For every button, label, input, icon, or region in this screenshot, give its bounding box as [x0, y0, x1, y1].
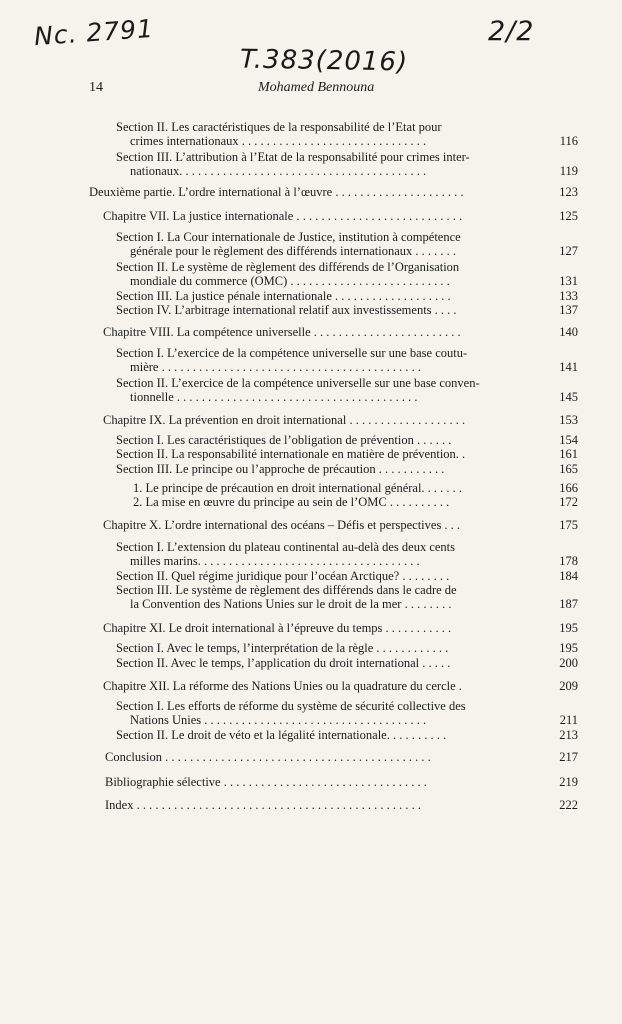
toc-page-number: 211 — [559, 713, 578, 727]
toc-page-number: 140 — [559, 325, 578, 339]
toc-entry: mière . . . . . . . . . . . . . . . . . . . . . . . . . . . . . . . . . . . . . . . . . . — [130, 360, 421, 374]
toc-page-number: 165 — [559, 462, 578, 476]
toc-entry: Section III. Le principe ou l’approche de précaution . . . . . . . . . . . — [116, 462, 445, 476]
toc-entry: Nations Unies . . . . . . . . . . . . . . . . . . . . . . . . . . . . . . . . . . . . — [130, 713, 427, 727]
handwritten-part-number: 2/2 — [488, 16, 535, 47]
toc-page-number: 145 — [559, 390, 578, 404]
handwritten-reference: Nc. 2791 — [33, 13, 155, 52]
toc-page-number: 195 — [559, 621, 578, 635]
toc-page-number: 178 — [559, 554, 578, 568]
toc-page-number: 119 — [559, 164, 578, 178]
toc-entry: tionnelle . . . . . . . . . . . . . . . . . . . . . . . . . . . . . . . . . . . . . . . — [130, 390, 418, 404]
toc-entry: Section II. Le système de règlement des différends de l’Organisation — [116, 260, 460, 274]
toc-page-number: 172 — [559, 495, 578, 509]
toc-entry: Section III. L’attribution à l’Etat de la responsabilité pour crimes inter- — [116, 150, 470, 164]
toc-entry: générale pour le règlement des différends internationaux . . . . . . . — [130, 244, 457, 258]
handwritten-shelf-mark: T.383(2016) — [239, 44, 409, 78]
toc-page-number: 209 — [559, 679, 578, 693]
toc-entry: Chapitre XI. Le droit international à l’épreuve du temps . . . . . . . . . . . — [103, 621, 452, 635]
toc-entry: Section I. Les caractéristiques de l’obligation de prévention . . . . . . — [116, 433, 452, 447]
toc-entry: 2. La mise en œuvre du principe au sein de l’OMC . . . . . . . . . . — [133, 495, 450, 509]
toc-entry: Section II. La responsabilité internationale en matière de prévention. . — [116, 447, 466, 461]
toc-entry: crimes internationaux . . . . . . . . . . . . . . . . . . . . . . . . . . . . . . — [130, 134, 427, 148]
toc-entry: la Convention des Nations Unies sur le droit de la mer . . . . . . . . — [130, 597, 452, 611]
toc-page-number: 123 — [559, 185, 578, 199]
toc-entry: Conclusion . . . . . . . . . . . . . . . . . . . . . . . . . . . . . . . . . . . . . . . . . . . — [105, 750, 431, 764]
toc-page-number: 187 — [559, 597, 578, 611]
toc-entry: Section II. Les caractéristiques de la responsabilité de l’Etat pour — [116, 120, 442, 134]
toc-entry: Section I. L’extension du plateau continental au-delà des deux cents — [116, 540, 456, 554]
toc-page-number: 222 — [559, 798, 578, 812]
toc-entry: Section II. Le droit de véto et la légalité internationale. . . . . . . . . . — [116, 728, 447, 742]
toc-page-number: 166 — [559, 481, 578, 495]
toc-entry: Section I. Avec le temps, l’interprétation de la règle . . . . . . . . . . . . — [116, 641, 449, 655]
toc-entry: Chapitre X. L’ordre international des océans – Défis et perspectives . . . — [103, 518, 461, 532]
toc-page-number: 154 — [559, 433, 578, 447]
toc-entry: Section III. Le système de règlement des différends dans le cadre de — [116, 583, 457, 597]
toc-entry: Section II. Avec le temps, l’application du droit international . . . . . — [116, 656, 451, 670]
toc-page-number: 213 — [559, 728, 578, 742]
toc-page-number: 217 — [559, 750, 578, 764]
toc-page-number: 137 — [559, 303, 578, 317]
toc-entry: Chapitre XII. La réforme des Nations Unies ou la quadrature du cercle . — [103, 679, 462, 693]
toc-page-number: 133 — [559, 289, 578, 303]
toc-entry: Section I. La Cour internationale de Justice, institution à compétence — [116, 230, 461, 244]
toc-entry: Chapitre IX. La prévention en droit international . . . . . . . . . . . . . . . . . . . — [103, 413, 466, 427]
toc-entry: Section IV. L’arbitrage international relatif aux investissements . . . . — [116, 303, 457, 317]
toc-page-number: 125 — [559, 209, 578, 223]
toc-entry: Deuxième partie. L’ordre international à l’œuvre . . . . . . . . . . . . . . . . . . . . . — [89, 185, 464, 199]
toc-entry: 1. Le principe de précaution en droit international général. . . . . . . — [133, 481, 463, 495]
toc-page-number: 195 — [559, 641, 578, 655]
toc-page-number: 127 — [559, 244, 578, 258]
toc-entry: Section I. L’exercice de la compétence universelle sur une base coutu- — [116, 346, 468, 360]
toc-entry: mondiale du commerce (OMC) . . . . . . . . . . . . . . . . . . . . . . . . . . — [130, 274, 450, 288]
toc-entry: Chapitre VII. La justice internationale . . . . . . . . . . . . . . . . . . . . . . . . . . . — [103, 209, 463, 223]
toc-page-number: 200 — [559, 656, 578, 670]
page-number: 14 — [89, 80, 103, 95]
toc-page-number: 219 — [559, 775, 578, 789]
toc-entry: Bibliographie sélective . . . . . . . . . . . . . . . . . . . . . . . . . . . . . . . . . — [105, 775, 427, 789]
toc-entry: nationaux. . . . . . . . . . . . . . . . . . . . . . . . . . . . . . . . . . . . . . . . — [130, 164, 427, 178]
toc-page-number: 161 — [559, 447, 578, 461]
running-head-author: Mohamed Bennouna — [258, 80, 375, 95]
toc-entry: Chapitre VIII. La compétence universelle . . . . . . . . . . . . . . . . . . . . . . . . — [103, 325, 461, 339]
toc-entry: Section III. La justice pénale internationale . . . . . . . . . . . . . . . . . . . — [116, 289, 451, 303]
toc-entry: Index . . . . . . . . . . . . . . . . . . . . . . . . . . . . . . . . . . . . . . . . . . . . . . — [105, 798, 421, 812]
toc-page-number: 141 — [559, 360, 578, 374]
toc-entry: Section II. Quel régime juridique pour l’océan Arctique? . . . . . . . . — [116, 569, 450, 583]
toc-page-number: 153 — [559, 413, 578, 427]
toc-page-number: 184 — [559, 569, 578, 583]
toc-page-number: 116 — [559, 134, 578, 148]
toc-page-number: 131 — [559, 274, 578, 288]
toc-entry: milles marins. . . . . . . . . . . . . . . . . . . . . . . . . . . . . . . . . . . . — [130, 554, 420, 568]
toc-entry: Section I. Les efforts de réforme du système de sécurité collective des — [116, 699, 466, 713]
toc-entry: Section II. L’exercice de la compétence universelle sur une base conven- — [116, 376, 480, 390]
toc-page-number: 175 — [559, 518, 578, 532]
